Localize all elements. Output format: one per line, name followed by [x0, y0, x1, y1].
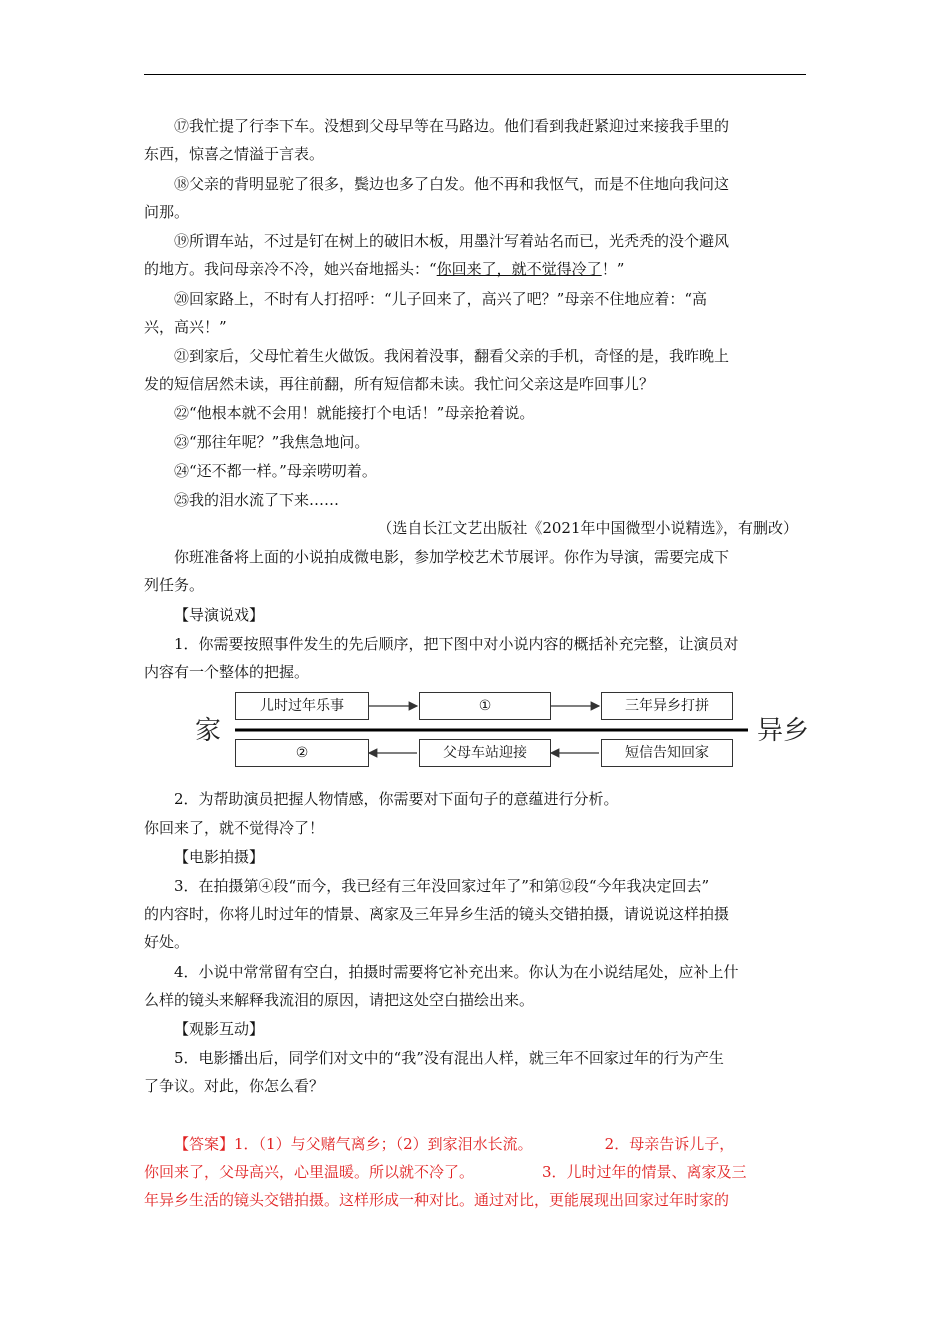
paragraph-22: ㉒“他根本就不会用！就能接打个电话！”母亲抢着说。: [174, 404, 535, 422]
box-sms-announce-return: 短信告知回家: [601, 739, 733, 767]
header-rule: [144, 74, 806, 75]
question-5-line2: 了争议。对此，你怎么看？: [144, 1077, 325, 1095]
answer-label: 【答案】: [174, 1135, 235, 1153]
question-4-line1: 4．小说中常常留有空白，拍摄时需要将它补充出来。你认为在小说结尾处，应补上什: [174, 963, 739, 981]
answer-line1: 【答案】1．（1）与父赌气离乡；（2）到家泪水长流。 2．母亲告诉儿子，: [174, 1135, 735, 1153]
question-3-line1: 3．在拍摄第④段“而今，我已经有三年没回家过年了”和第⑫段“今年我决定回去”: [174, 877, 710, 895]
question-3-line2: 的内容时，你将儿时过年的情景、离家及三年异乡生活的镜头交错拍摄，请说说这样拍摄: [144, 905, 730, 923]
paragraph-17-line2: 东西，惊喜之情溢于言表。: [144, 145, 325, 163]
question-2-sentence: 你回来了，就不觉得冷了！: [144, 819, 325, 837]
box-blank-2: ②: [235, 739, 369, 767]
box-childhood-new-year: 儿时过年乐事: [235, 692, 369, 720]
paragraph-18-line1: ⑱父亲的背明显驼了很多，鬓边也多了白发。他不再和我怄气，而是不住地向我问这: [174, 175, 730, 193]
question-1-line1: 1．你需要按照事件发生的先后顺序，把下图中对小说内容的概括补充完整，让演员对: [174, 635, 739, 653]
paragraph-20-line2: 兴，高兴！”: [144, 318, 227, 336]
plot-flow-diagram: [195, 688, 820, 774]
answer-line2: 你回来了，父母高兴，心里温暖。所以就不冷了。 3．儿时过年的情景、离家及三: [144, 1163, 747, 1181]
paragraph-25: ㉕我的泪水流了下来……: [174, 491, 340, 509]
task-intro-line2: 列任务。: [144, 576, 205, 594]
section-shooting: 【电影拍摄】: [174, 848, 265, 866]
question-5-line1: 5．电影播出后，同学们对文中的“我”没有混出人样，就三年不回家过年的行为产生: [174, 1049, 724, 1067]
source-citation: （选自长江文艺出版社《2021年中国微型小说精选》，有删改）: [377, 519, 798, 537]
paragraph-24: ㉔“还不都一样。”母亲唠叨着。: [174, 462, 377, 480]
box-parents-meet-at-station: 父母车站迎接: [419, 739, 551, 767]
section-director: 【导演说戏】: [174, 606, 265, 624]
paragraph-21-line1: ㉑到家后，父母忙着生火做饭。我闲着没事，翻看父亲的手机，奇怪的是，我昨晚上: [174, 347, 730, 365]
box-three-years-away: 三年异乡打拼: [601, 692, 733, 720]
question-2: 2．为帮助演员把握人物情感，你需要对下面句子的意蕴进行分析。: [174, 790, 619, 808]
task-intro-line1: 你班准备将上面的小说拍成微电影，参加学校艺术节展评。你作为导演，需要完成下: [174, 548, 730, 566]
paragraph-20-line1: ⑳回家路上，不时有人打招呼：“儿子回来了，高兴了吧？”母亲不住地应着：“高: [174, 290, 708, 308]
underlined-sentence: 你回来了，就不觉得冷了: [436, 260, 602, 278]
question-3-line3: 好处。: [144, 933, 190, 951]
box-blank-1: ①: [419, 692, 551, 720]
paragraph-21-line2: 发的短信居然未读，再往前翻，所有短信都未读。我忙问父亲这是咋回事儿？: [144, 375, 655, 393]
away-label: 异乡: [757, 716, 810, 746]
question-1-line2: 内容有一个整体的把握。: [144, 663, 310, 681]
paragraph-17-line1: ⑰我忙提了行李下车。没想到父母早等在马路边。他们看到我赶紧迎过来接我手里的: [174, 117, 730, 135]
answer-line3: 年异乡生活的镜头交错拍摄。这样形成一种对比。通过对比，更能展现出回家过年时家的: [144, 1191, 730, 1209]
question-4-line2: 么样的镜头来解释我流泪的原因，请把这处空白描绘出来。: [144, 991, 535, 1009]
paragraph-19-line1: ⑲所谓车站，不过是钉在树上的破旧木板，用墨汁写着站名而已，光秃秃的没个避风: [174, 232, 730, 250]
section-viewing: 【观影互动】: [174, 1020, 265, 1038]
home-label: 家: [195, 716, 222, 746]
paragraph-23: ㉓“那往年呢？”我焦急地问。: [174, 433, 370, 451]
paragraph-19-line2: 的地方。我问母亲冷不冷，她兴奋地摇头：“你回来了，就不觉得冷了！”: [144, 260, 625, 278]
paragraph-18-line2: 问那。: [144, 203, 190, 221]
